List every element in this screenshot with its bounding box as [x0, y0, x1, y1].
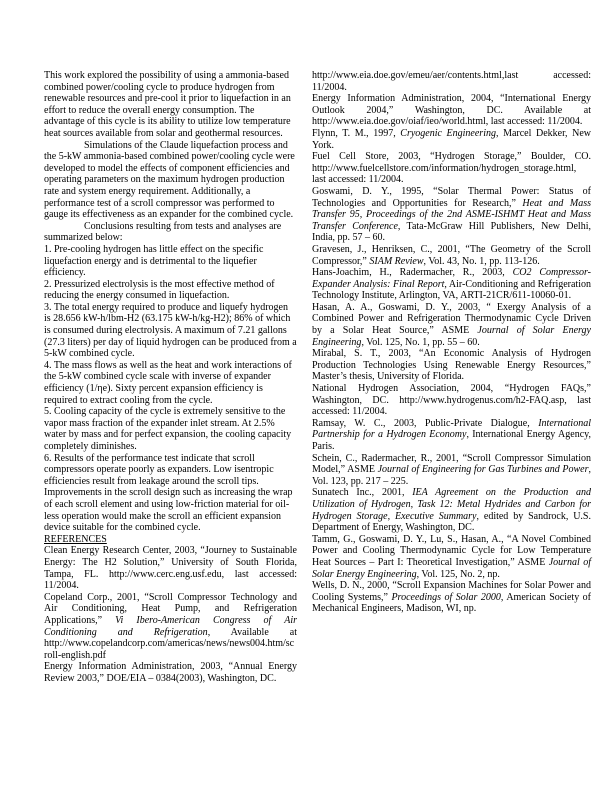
italic-text-run: Journal of Solar Energy Engineering — [312, 556, 592, 580]
reference-entry — [312, 453, 591, 488]
reference-entry — [312, 534, 591, 580]
text-run: Copeland Corp., 2001, “Scroll Compressor Technology and Air Conditioning, Heat Pump, and Refrigeration Applications,” — [44, 591, 297, 626]
two-column-layout — [44, 70, 591, 684]
italic-text-run: IEA Agreement on the Production and Utilization of Hydrogen, Task 12: Metal Hydrides and Carbon for Hydrogen Storage, Executive Summary — [312, 487, 591, 522]
text-run: 1. Pre-cooling hydrogen has little effect on the specific liquefaction energy and is detrimental to the liquefier efficiency. — [44, 243, 264, 279]
body-paragraph — [44, 302, 297, 360]
body-paragraph — [44, 244, 297, 279]
italic-text-run: International Partnership for a Hydrogen Economy — [312, 417, 591, 441]
body-paragraph — [44, 406, 297, 452]
text-run: 5. Cooling capacity of the cycle is extremely sensitive to the vapor mass fraction of the expander inlet stream. At 2.5% water by mass and for perfect expansion, the cooling capacity completely diminishes. — [44, 406, 292, 452]
reference-entry — [312, 267, 591, 302]
text-run: REFERENCES — [44, 533, 107, 545]
text-run: , American Society of Mechanical Engineers, Madison, WI, np. — [312, 591, 591, 615]
references-heading — [44, 534, 297, 546]
reference-entry — [312, 128, 591, 151]
reference-entry-continuation — [312, 70, 591, 93]
reference-entry — [312, 487, 591, 533]
reference-entry — [312, 580, 591, 615]
text-run: Hans-Joachim, H., Radermacher, R., 2003, — [312, 267, 513, 279]
text-run: Wells, D. N., 2000, “Scroll Expansion Machines for Solar Power and Cooling Systems,” — [312, 580, 591, 603]
text-run: Flynn, T. M., 1997, — [312, 127, 401, 139]
text-run: National Hydrogen Association, 2004, “Hydrogen FAQs,” Washington, DC. http://www.hydrogenus.com/h2-FAQ.asp, last accessed: 11/2004. — [312, 383, 591, 418]
italic-text-run: CO2 Compressor-Expander Analysis: Final Report — [312, 267, 592, 290]
reference-entry — [44, 661, 297, 684]
text-run: Schein, C., Radermacher, R., 2001, “Scroll Compressor Simulation Model,” ASME — [312, 452, 591, 476]
text-run: Simulations of the Claude liquefaction process and the 5-kW ammonia-based combined power/cooling cycle were developed to model the effects of component efficiencies and operating parameters on the maximum hydrogen production rate and system energy requirement. Additionally, a performance test of a scroll compressor was performed to gauge its effectiveness as an expander for the combined cycle. — [44, 139, 295, 221]
body-paragraph — [44, 279, 297, 302]
text-run: Energy Information Administration, 2004, “International Energy Outlook 2004,” Washington, DC. Available at http://www.eia.doe.gov/oiaf/ieo/world.html, last accessed: 11/2004. — [312, 93, 591, 128]
italic-text-run: Journal of Solar Energy Engineering — [312, 325, 591, 348]
text-run: , Vol. 125, No. 1, pp. 55 – 60. — [361, 336, 480, 348]
text-run: , Available at http://www.copelandcorp.com/americas/news/news004.htm/scroll-english.pdf — [44, 626, 297, 661]
body-paragraph — [44, 360, 297, 406]
text-run: Conclusions resulting from tests and analyses are summarized below: — [44, 220, 282, 244]
reference-entry — [312, 302, 591, 348]
text-run: , Vol. 123, pp. 217 – 225. — [312, 464, 591, 487]
text-run: , Air-Conditioning and Refrigeration Technology Institute, Arlington, VA, ARTI-21CR/611-10060-01. — [312, 278, 591, 302]
italic-text-run: Heat and Mass Transfer 95, Proceedings of the 2nd ASME-ISHMT Heat and Mass Transfer Conference — [312, 197, 591, 232]
body-paragraph — [44, 453, 297, 534]
text-run: , Marcel Dekker, New York. — [312, 127, 591, 151]
italic-text-run: Journal of Engineering for Gas Turbines and Power — [377, 464, 589, 476]
text-run: , International Energy Agency, Paris. — [312, 429, 591, 452]
text-run: Hasan, A. A., Goswami, D. Y., 2003, “ Exergy Analysis of a Combined Power and Refrigeration Thermodynamic Cycle Driven by a Solar Heat Source,” ASME — [312, 301, 591, 337]
text-run: 2. Pressurized electrolysis is the most effective method of reducing the energy consumed in liquefaction. — [44, 278, 275, 302]
text-run: Energy Information Administration, 2003, “Annual Energy Review 2003,” DOE/EIA – 0384(2003), Washington, DC. — [44, 661, 297, 684]
text-run: 6. Results of the performance test indicate that scroll compressors operate poorly as expanders. Low isentropic efficiencies result from leakage around the scroll tips. Improvements in the scroll design such as increasing the wrap of each scroll element and using low-friction material for oil-less operation would make the scroll an efficient expansion device suitable for the combined cycle. — [44, 452, 293, 534]
reference-entry — [312, 93, 591, 128]
text-run: Ramsay, W. C., 2003, Public-Private Dialogue, — [312, 417, 539, 429]
italic-text-run: Cryogenic Engineering — [400, 127, 496, 139]
text-run: Tamm, G., Goswami, D. Y., Lu, S., Hasan, A., “A Novel Combined Power and Cooling Thermodynamic Cycle for Low Temperature Heat Sources – Part I: Theoretical Investigation,” ASME — [312, 533, 591, 568]
text-run: , Vol. 43, No. 1, pp. 113-126. — [423, 255, 540, 267]
text-run: http://www.eia.doe.gov/emeu/aer/contents.html,last accessed: 11/2004. — [312, 70, 591, 93]
italic-text-run: SIAM Review — [369, 255, 424, 267]
text-run: Gravesen, J., Henriksen, C., 2001, “The Geometry of the Scroll Compressor,” — [312, 243, 591, 267]
body-paragraph — [44, 140, 297, 221]
italic-text-run: Vi Ibero-American Congress of Air Conditioning and Refrigeration — [44, 614, 297, 638]
text-run: Goswami, D. Y., 1995, “Solar Thermal Power: Status of Technologies and Opportunities for Research,” — [312, 185, 591, 209]
body-paragraph — [44, 70, 297, 140]
italic-text-run: Proceedings of Solar 2000 — [391, 591, 501, 603]
right-column — [312, 70, 591, 684]
text-run: Clean Energy Research Center, 2003, “Journey to Sustainable Energy: The H2 Solution,” University of South Florida, Tampa, FL. http://www.cerc.eng.usf.edu, last accessed: 11/2004. — [44, 545, 297, 592]
reference-entry — [312, 151, 591, 186]
left-column — [44, 70, 297, 684]
reference-entry — [44, 592, 297, 662]
text-run: , Tata-McGraw Hill Publishers, New Delhi, India, pp. 57 – 60. — [312, 220, 591, 244]
text-run: 3. The total energy required to produce and liquefy hydrogen is 28.656 kW-h/lbm-H2 (63.175 kW-h/kg-H2); 86% of which is consumed during electrolysis. A maximum of 7.21 gallons (27.3 liters) per day of liquid hydrogen can be produced from a 5-kW combined cycle. — [44, 301, 297, 360]
text-run: This work explored the possibility of using a ammonia-based combined power/cooling cycle to produce hydrogen from renewable resources and pre-cool it prior to liquefaction in an effort to reduce the overall energy consumption. The advantage of this cycle is its ability to utilize low temperature heat sources available from solar and geothermal resources. — [44, 70, 291, 139]
reference-entry — [44, 545, 297, 591]
text-run: Sunatech Inc., 2001, — [312, 487, 413, 499]
reference-entry — [312, 348, 591, 383]
reference-entry — [312, 383, 591, 418]
text-run: Mirabal, S. T., 2003, “An Economic Analysis of Hydrogen Production Technologies Using Renewable Energy Resources,” Master’s thesis, University of Florida. — [312, 348, 591, 383]
text-run: , Vol. 125, No. 2, np. — [416, 568, 500, 580]
reference-entry — [312, 244, 591, 267]
text-run: , edited by Sandrock, U.S. Department of Energy, Washington, DC. — [312, 510, 591, 534]
text-run: 4. The mass flows as well as the heat and work interactions of the 5-kW combined cycle scale with inverse of expander efficiency (1/ηe). Sixty percent expansion efficiency is required to extract cooling from the cycle. — [44, 359, 292, 406]
text-run: Fuel Cell Store, 2003, “Hydrogen Storage,” Boulder, CO. http://www.fuelcellstore.com/information/hydrogen_storage.html, last accessed: 11/2004. — [312, 151, 591, 186]
reference-entry — [312, 186, 591, 244]
reference-entry — [312, 418, 591, 453]
body-paragraph — [44, 221, 297, 244]
